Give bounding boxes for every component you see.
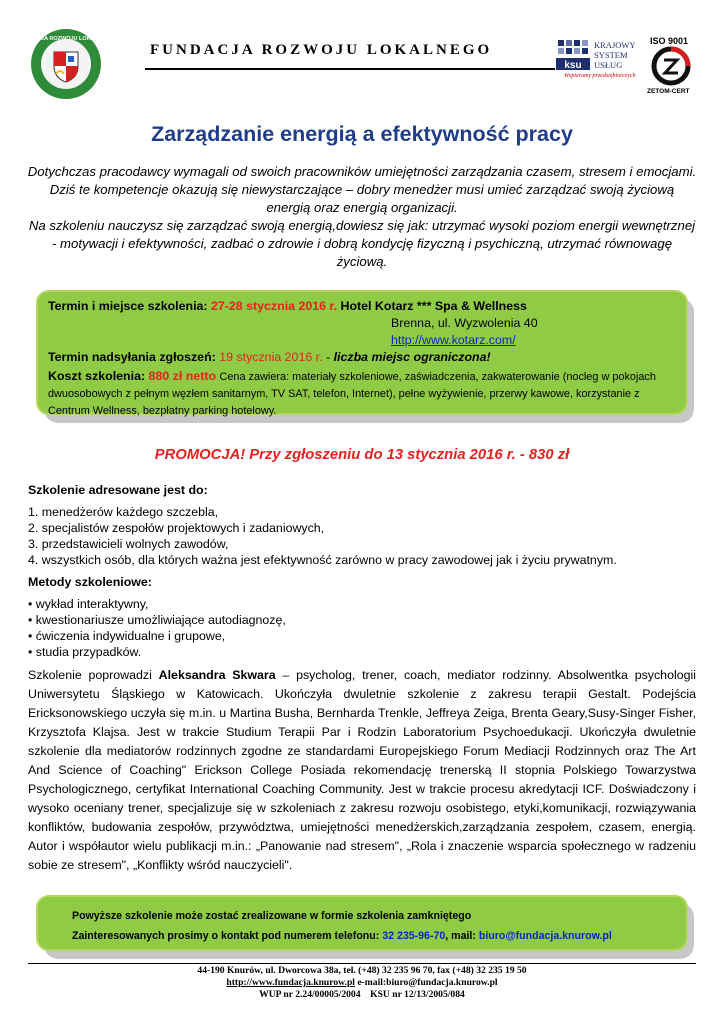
- deadline-date: 19 stycznia 2016 r.: [219, 350, 323, 364]
- cost-row: [48, 368, 678, 419]
- term-date: 27-28 stycznia 2016 r.: [211, 299, 338, 313]
- trainer-name: Aleksandra Skwara: [158, 668, 276, 682]
- closed-line-1: Powyższe szkolenie może zostać zrealizowane w formie szkolenia zamkniętego: [72, 910, 472, 922]
- audience-heading: Szkolenie adresowane jest do:: [28, 483, 208, 497]
- methods-list: [28, 596, 696, 660]
- footer-divider: [28, 963, 696, 964]
- ksu-line-2: SYSTEM: [594, 50, 628, 60]
- footer-address: 44-190 Knurów, ul. Dworcowa 38a, tel. (+48) 32 235 96 70, fax (+48) 32 235 19 50: [197, 965, 527, 976]
- hotel-address: Brenna, ul. Wyzwolenia 40: [391, 316, 538, 330]
- ksu-line-3: USŁUG: [594, 60, 623, 70]
- list-item: 1. menedżerów każdego szczebla,: [28, 505, 219, 519]
- list-item: 4. wszystkich osób, dla których ważna jest efektywność zarówno w pracy zawodowej jak i życiu prywatnym.: [28, 553, 617, 567]
- contact-phone[interactable]: 32 235-96-70: [382, 930, 446, 942]
- logo-text: FUNDACJA ROZWOJU LOKALNEGO: [17, 36, 115, 42]
- ksu-grid-icon: [556, 38, 590, 72]
- methods-heading: Metody szkoleniowe:: [28, 575, 152, 589]
- promotion-banner: PROMOCJA! Przy zgłoszeniu do 13 stycznia 2016 r. - 830 zł: [154, 447, 570, 463]
- hotel-name: Hotel Kotarz *** Spa & Wellness: [340, 299, 527, 313]
- list-item: • wykład interaktywny,: [28, 597, 149, 611]
- limited-places-end: !: [486, 350, 491, 364]
- page-header: [0, 0, 724, 112]
- cost-label: Koszt szkolenia:: [48, 369, 146, 383]
- ksu-logo: [556, 38, 646, 82]
- ksu-name: [594, 40, 636, 70]
- footer-web-row: [0, 977, 724, 989]
- page-footer: [0, 965, 724, 1001]
- audience-list: [28, 504, 696, 568]
- list-item: • kwestionariusze umożliwiające autodiagnozę,: [28, 613, 286, 627]
- closed-line-2: [72, 926, 682, 946]
- footer-website-link[interactable]: http://www.fundacja.knurow.pl: [226, 977, 355, 988]
- iso-title: ISO 9001: [650, 36, 689, 46]
- bio-text: – psycholog, trener, coach, mediator rodzinny. Absolwentka psychologii Uniwersytetu Śląskiego w Katowicach. Ukończyła dwuletnie szkolenie z zakresu terapii Gestalt. Podejścia Ericksonowskiego uczyła się m.in. u Martina Busha, Bernharda Trenkle, Jeffreya Zeiga, Brenta Geary,Susy-Singer Fisher, Krzysztofa Klajsa. Jest w trakcie Studium Terapii Par i Rodzin Laboratorium Psychoedukacji. Ukończyła dwuletnie szkolenie dla mediatorów rodzinnych zgodne ze standardami Europejskiego Forum Mediacji Rodzinnych oraz The Art And Science of Coaching" Erickson College Posiada rekomendację trenerską II stopnia Polskiego Towarzystwa Psychologicznego, certyfikat International Coaching Community. Jest w trakcie procesu akredytacji ICF. Doświadczony i wysoko oceniany trener, specjalizuje się w szkoleniach z zakresu rozwoju osobistego, etyki,komunikacji, rozwiązywania konfliktów, budowania zespołów, przywództwa, umiejętności menedżerskich,zarządzania zespołem, czasem, energią. Autor i współautor wielu publikacji m.in.: „Panowanie nad stresem", „Rola i znaczenie wsparcia społecznego w radzeniu sobie ze stresem", „Konflikty wśród nauczycieli".: [28, 668, 697, 872]
- main-content: [28, 482, 696, 875]
- intro-text: [26, 163, 698, 271]
- contact-prefix: Zainteresowanych prosimy o kontakt pod numerem telefonu:: [72, 930, 380, 942]
- ksu-tagline: Wspieramy przedsiębiorczych: [564, 73, 636, 79]
- list-item: 2. specjalistów zespołów projektowych i zadaniowych,: [28, 521, 325, 535]
- deadline-row: [48, 349, 678, 366]
- trainer-bio: [28, 666, 696, 875]
- iso-subtitle: ZETOM-CERT: [647, 88, 690, 95]
- limited-places: liczba miejsc ograniczona: [333, 350, 487, 364]
- intro-paragraph-1: Dotychczas pracodawcy wymagali od swoich pracowników umiejętności zarządzania czasem, stresem i emocjami. Dziś te kompetencje okazują się niewystarczające – dobry menedżer musi umieć zarządzać swoją życiową energią oraz energią organizacji.: [27, 164, 697, 215]
- cost-value: 880 zł netto: [148, 369, 217, 383]
- hotel-link[interactable]: http://www.kotarz.com/: [391, 333, 516, 347]
- info-box-content: [48, 298, 678, 419]
- list-item: 3. przedstawicieli wolnych zawodów,: [28, 537, 229, 551]
- page-title: Zarządzanie energią a efektywność pracy: [151, 122, 573, 146]
- footer-registry: WUP nr 2.24/00005/2004 KSU nr 12/13/2005/084: [259, 989, 465, 1000]
- deadline-separator: -: [326, 350, 331, 364]
- list-item: • studia przypadków.: [28, 645, 142, 659]
- closed-training-content: [72, 906, 682, 946]
- term-label: Termin i miejsce szkolenia:: [48, 299, 208, 313]
- cost-description: Cena zawiera: materiały szkoleniowe, zaświadczenia, zakwaterowanie (nocleg w pokojach dwuosobowych z pełnym węzłem sanitarnym, TV SAT, telefon, Internet), pełne wyżywienie, przerwy kawowe, korzystanie z Centrum Wellness, bezpłatny parking hotelowy.: [48, 371, 656, 417]
- contact-email[interactable]: biuro@fundacja.knurow.pl: [478, 930, 612, 942]
- term-row: [48, 298, 678, 315]
- foundation-logo: [17, 28, 115, 100]
- footer-email: e-mail:biuro@fundacja.knurow.pl: [357, 977, 498, 988]
- intro-paragraph-2: Na szkoleniu nauczysz się zarządzać swoją energią,dowiesz się jak: utrzymać wysoki poziom energii wewnętrznej - motywacji i efektywności, zadbać o zdrowie i dobrą kondycję fizyczną i psychiczną, utrzymać równowagę życiową.: [28, 218, 696, 269]
- header-divider: [145, 68, 555, 70]
- deadline-label: Termin nadsyłania zgłoszeń:: [48, 350, 216, 364]
- mail-label: , mail:: [445, 930, 476, 942]
- organization-title: FUNDACJA ROZWOJU LOKALNEGO: [150, 42, 493, 58]
- ksu-line-1: KRAJOWY: [594, 40, 636, 50]
- bio-lead: Szkolenie poprowadzi: [28, 668, 152, 682]
- iso-cert-icon: [652, 47, 690, 85]
- iso-badge: [646, 36, 696, 100]
- ksu-abbr: ksu: [564, 60, 582, 71]
- list-item: • ćwiczenia indywidualne i grupowe,: [28, 629, 226, 643]
